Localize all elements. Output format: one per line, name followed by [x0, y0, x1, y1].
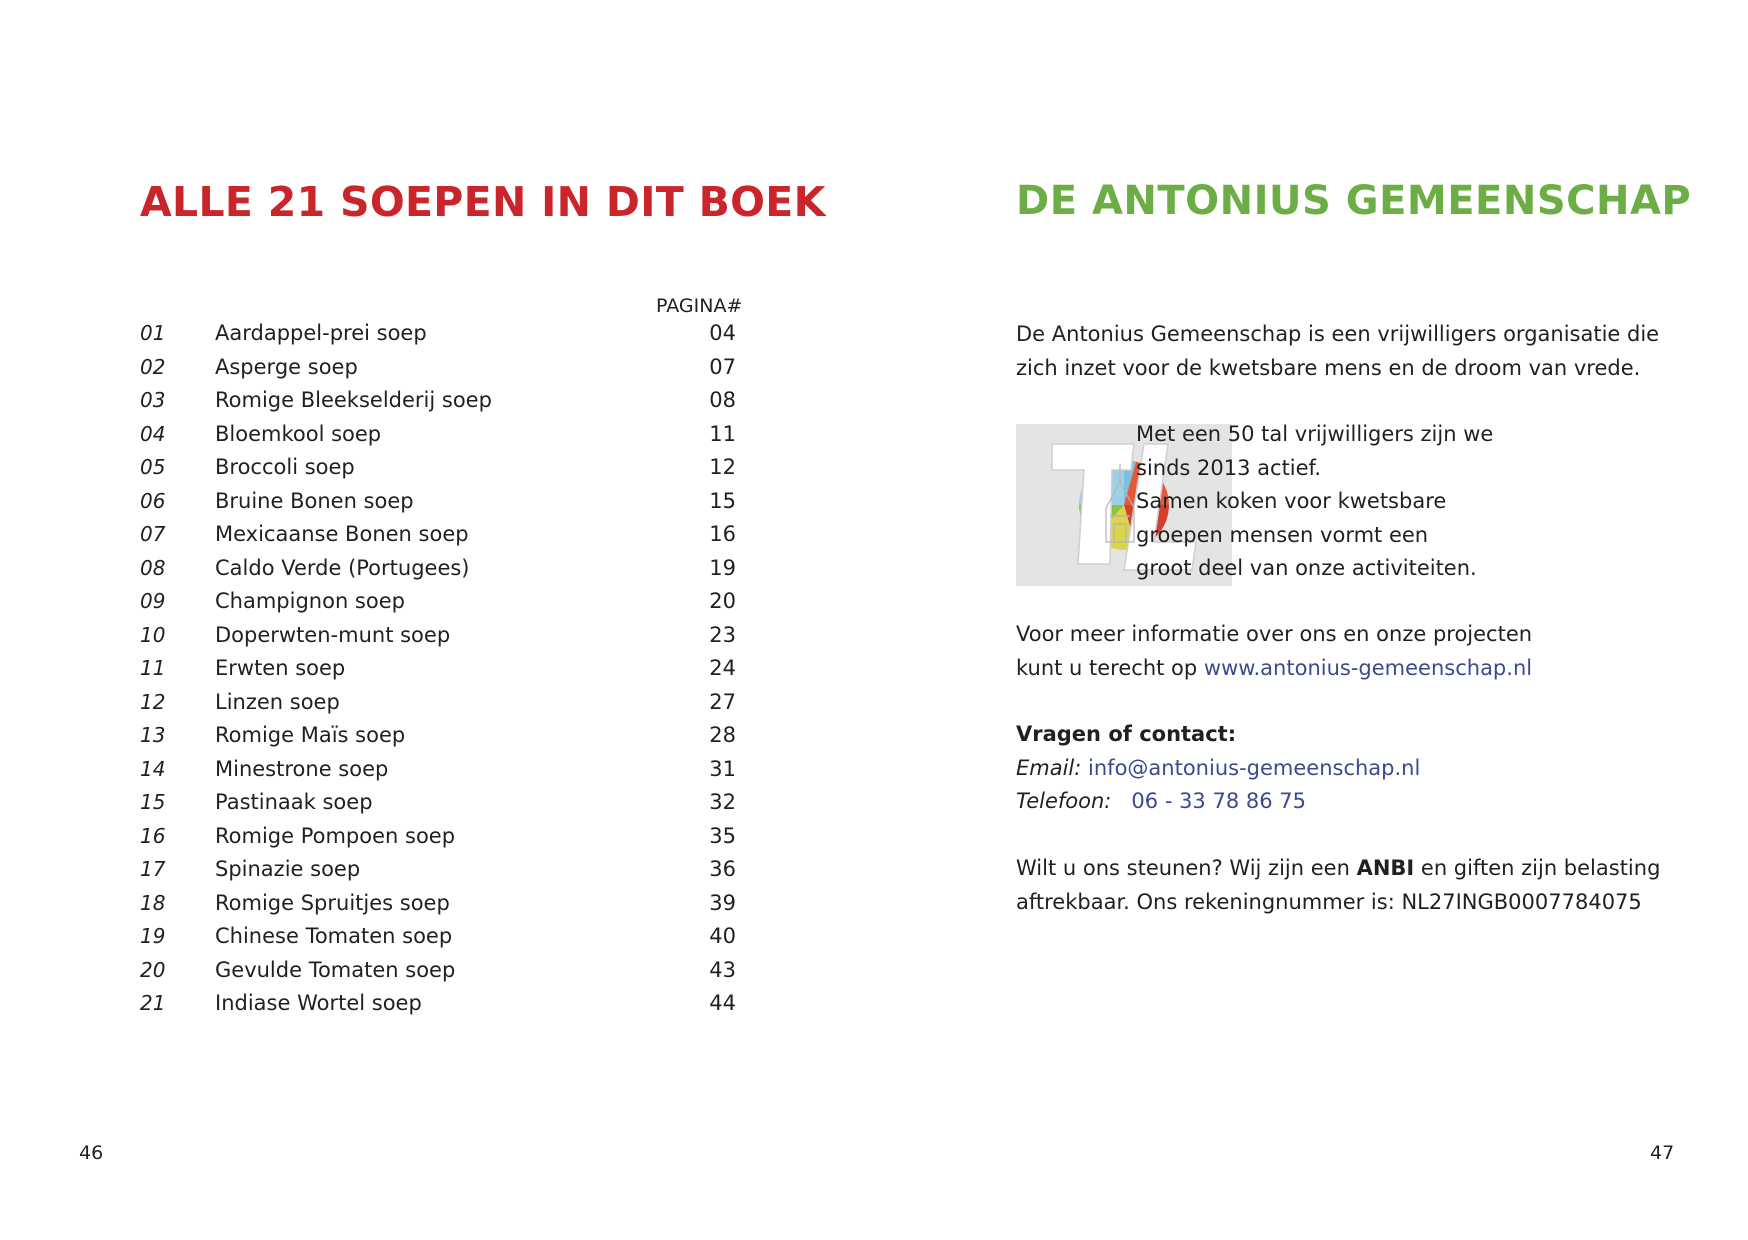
toc-entry-number: 05: [140, 455, 166, 479]
toc-row: [140, 719, 740, 753]
toc-entry-page: 08: [709, 388, 736, 412]
activities-text: [1136, 418, 1493, 586]
toc-row: [140, 619, 740, 653]
toc-row: [140, 786, 740, 820]
support-line-2: aftrekbaar. Ons rekeningnummer is: NL27INGB0007784075: [1016, 889, 1642, 914]
toc-entry-name: Aardappel-prei soep: [215, 321, 427, 345]
toc-entry-number: 19: [140, 924, 166, 948]
support-line-1-prefix: Wilt u ons steunen? Wij zijn een: [1016, 856, 1357, 880]
toc-title: ALLE 21 SOEPEN IN DIT BOEK: [140, 178, 826, 226]
toc-entry-name: Indiase Wortel soep: [215, 991, 422, 1015]
page-number-left: 46: [79, 1142, 104, 1164]
toc-entry-name: Mexicaanse Bonen soep: [215, 522, 469, 546]
phone-label: Telefoon:: [1016, 789, 1112, 813]
toc-row: [140, 317, 740, 351]
toc-entry-number: 04: [140, 421, 166, 446]
toc-entry-number: 13: [140, 723, 166, 747]
contact-block: [1016, 718, 1420, 819]
toc-row: [140, 418, 740, 452]
toc-entry-page: 07: [709, 354, 736, 379]
toc-entry-page: 16: [709, 522, 736, 546]
phone-link[interactable]: 06 - 33 78 86 75: [1131, 789, 1306, 813]
toc-list: [140, 317, 740, 1021]
toc-row: [140, 887, 740, 921]
toc-entry-page: 15: [709, 488, 736, 513]
intro-line-1: De Antonius Gemeenschap is een vrijwilligers organisatie die: [1016, 322, 1660, 346]
website-link[interactable]: www.antonius-gemeenschap.nl: [1203, 655, 1533, 680]
toc-entry-page: 28: [709, 723, 736, 747]
info-line-2-prefix: kunt u terecht op: [1016, 655, 1204, 680]
toc-entry-page: 24: [709, 656, 736, 680]
toc-row: [140, 920, 740, 954]
toc-entry-page: 04: [709, 321, 736, 345]
toc-entry-name: Gevulde Tomaten soep: [215, 957, 456, 982]
toc-entry-name: Doperwten-munt soep: [215, 622, 451, 647]
toc-entry-name: Broccoli soep: [215, 455, 355, 479]
toc-entry-name: Minestrone soep: [215, 756, 389, 781]
toc-entry-name: Bloemkool soep: [215, 421, 382, 446]
toc-entry-page: 27: [709, 689, 736, 714]
toc-entry-name: Romige Pompoen soep: [215, 823, 456, 848]
toc-entry-name: Bruine Bonen soep: [215, 488, 414, 513]
toc-entry-page: 32: [709, 790, 736, 814]
toc-entry-number: 07: [140, 522, 166, 546]
activities-line: Met een 50 tal vrijwilligers zijn we: [1136, 422, 1494, 446]
toc-entry-page: 31: [709, 756, 736, 781]
toc-entry-number: 12: [140, 689, 166, 714]
intro-line-2: zich inzet voor de kwetsbare mens en de droom van vrede.: [1016, 355, 1641, 380]
anbi-label: ANBI: [1356, 856, 1415, 880]
toc-row: [140, 585, 740, 619]
toc-entry-page: 44: [709, 991, 736, 1015]
toc-entry-name: Romige Maïs soep: [215, 723, 406, 747]
toc-row: [140, 351, 740, 385]
toc-entry-name: Romige Spruitjes soep: [215, 890, 450, 915]
toc-entry-page: 36: [709, 857, 736, 881]
toc-entry-number: 16: [140, 823, 166, 848]
toc-entry-name: Romige Bleekselderij soep: [215, 388, 492, 412]
toc-entry-page: 40: [709, 924, 736, 948]
toc-row: [140, 552, 740, 586]
toc-entry-number: 09: [140, 589, 166, 613]
toc-entry-page: 43: [709, 957, 736, 982]
activities-line: sinds 2013 actief.: [1136, 455, 1322, 480]
toc-entry-number: 21: [140, 991, 166, 1015]
right-page: [874, 0, 1748, 1240]
toc-entry-name: Erwten soep: [215, 656, 346, 680]
toc-entry-number: 15: [140, 790, 166, 814]
email-link[interactable]: info@antonius-gemeenschap.nl: [1088, 755, 1421, 780]
page-number-right: 47: [1650, 1142, 1675, 1164]
toc-row: [140, 652, 740, 686]
toc-row: [140, 753, 740, 787]
contact-heading: Vragen of contact:: [1016, 722, 1237, 746]
toc-entry-page: 12: [709, 455, 736, 479]
toc-entry-page: 23: [709, 622, 736, 647]
toc-entry-page: 39: [709, 890, 736, 915]
toc-entry-name: Spinazie soep: [215, 857, 361, 881]
toc-entry-page: 20: [709, 589, 736, 613]
toc-row: [140, 954, 740, 988]
toc-entry-page: 11: [709, 421, 736, 446]
info-text: [1016, 618, 1532, 685]
info-line-1: Voor meer informatie over ons en onze projecten: [1016, 622, 1533, 646]
toc-entry-number: 20: [140, 957, 166, 982]
toc-entry-number: 03: [140, 388, 166, 412]
toc-column-header: PAGINA#: [656, 295, 743, 317]
toc-entry-page: 35: [709, 823, 736, 848]
toc-entry-number: 08: [140, 555, 166, 580]
toc-row: [140, 518, 740, 552]
support-line-1-suffix: en giften zijn belasting: [1414, 856, 1661, 880]
toc-entry-name: Chinese Tomaten soep: [215, 924, 453, 948]
toc-row: [140, 820, 740, 854]
toc-entry-name: Asperge soep: [215, 354, 358, 379]
toc-entry-name: Caldo Verde (Portugees): [215, 555, 470, 580]
toc-row: [140, 686, 740, 720]
toc-entry-name: Pastinaak soep: [215, 790, 373, 814]
activities-line: Samen koken voor kwetsbare: [1136, 489, 1447, 513]
toc-entry-number: 11: [140, 656, 166, 680]
toc-row: [140, 451, 740, 485]
toc-row: [140, 987, 740, 1021]
toc-entry-name: Champignon soep: [215, 589, 405, 613]
support-text: [1016, 852, 1660, 919]
activities-line: groot deel van onze activiteiten.: [1136, 556, 1477, 580]
activities-line: groepen mensen vormt een: [1136, 522, 1429, 547]
toc-row: [140, 485, 740, 519]
toc-row: [140, 384, 740, 418]
toc-entry-number: 02: [140, 354, 166, 379]
toc-entry-number: 14: [140, 756, 166, 781]
toc-entry-number: 17: [140, 857, 166, 881]
toc-entry-number: 18: [140, 890, 166, 915]
about-title: DE ANTONIUS GEMEENSCHAP: [1016, 178, 1692, 224]
toc-entry-page: 19: [709, 555, 736, 580]
toc-row: [140, 853, 740, 887]
email-label: Email:: [1016, 755, 1082, 780]
intro-text: [1016, 318, 1659, 385]
toc-entry-number: 10: [140, 622, 166, 647]
toc-entry-number: 06: [140, 488, 166, 513]
toc-entry-name: Linzen soep: [215, 689, 340, 714]
toc-entry-number: 01: [140, 321, 166, 345]
